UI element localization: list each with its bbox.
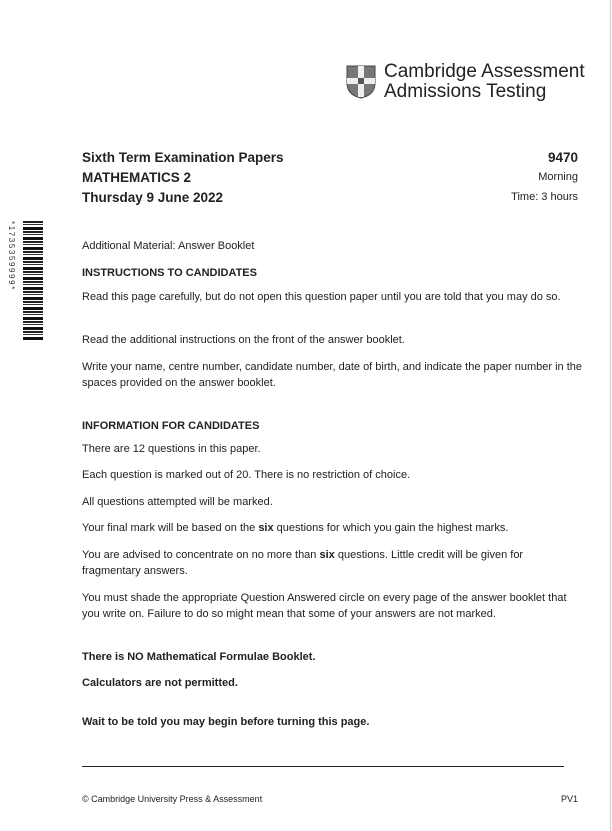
exam-title: Sixth Term Examination Papers — [82, 150, 284, 165]
exam-session: Morning — [538, 171, 578, 183]
instruction-1: Read this page carefully, but do not open this question paper until you are told that you may do so. — [82, 291, 561, 303]
exam-subject: MATHEMATICS 2 — [82, 170, 191, 185]
logo-line-1: Cambridge Assessment — [384, 61, 585, 82]
footer-code: PV1 — [560, 794, 578, 804]
instruction-3: Write your name, centre number, candidate number, date of birth, and indicate the paper number in the spaces provided on the answer booklet. — [82, 361, 582, 389]
info-8: Calculators are not permitted. — [82, 677, 238, 689]
info-6: You must shade the appropriate Question Answered circle on every page of the answer booklet that you write on. Failure to do so might mean that some of your answers are not marked. — [82, 592, 567, 620]
additional-material: Additional Material: Answer Booklet — [82, 240, 255, 252]
paper-code: 9470 — [547, 150, 578, 165]
info-5-emphasis: six — [319, 549, 335, 561]
information-heading: INFORMATION FOR CANDIDATES — [82, 420, 260, 432]
barcode-number: *1735359999* — [7, 221, 16, 291]
info-4-emphasis: six — [258, 522, 274, 534]
info-7: There is NO Mathematical Formulae Booklet. — [82, 651, 316, 663]
university-shield-icon — [346, 65, 376, 99]
exam-duration: Time: 3 hours — [511, 191, 578, 203]
page-edge — [610, 0, 611, 831]
exam-date: Thursday 9 June 2022 — [82, 190, 224, 205]
divider — [82, 766, 564, 767]
info-4-text: Your final mark will be based on the — [82, 522, 259, 534]
barcode — [23, 221, 43, 341]
instructions-heading: INSTRUCTIONS TO CANDIDATES — [82, 267, 257, 279]
info-5 — [82, 547, 582, 579]
info-5-text: You are advised to concentrate on no more than — [82, 549, 320, 561]
info-2: Each question is marked out of 20. There is no restriction of choice. — [82, 469, 411, 481]
instruction-2: Read the additional instructions on the front of the answer booklet. — [82, 334, 405, 346]
info-1: There are 12 questions in this paper. — [82, 443, 261, 455]
info-3: All questions attempted will be marked. — [82, 496, 273, 508]
wait-notice: Wait to be told you may begin before turning this page. — [82, 716, 370, 728]
info-5-text-end: questions. Little credit will be given for fragmentary answers. — [82, 549, 524, 577]
info-4 — [82, 520, 582, 536]
copyright: © Cambridge University Press & Assessment — [82, 794, 263, 804]
info-4-text-end: questions for which you gain the highest marks. — [273, 522, 509, 534]
logo-line-2: Admissions Testing — [384, 81, 547, 102]
cambridge-logo — [346, 62, 585, 102]
